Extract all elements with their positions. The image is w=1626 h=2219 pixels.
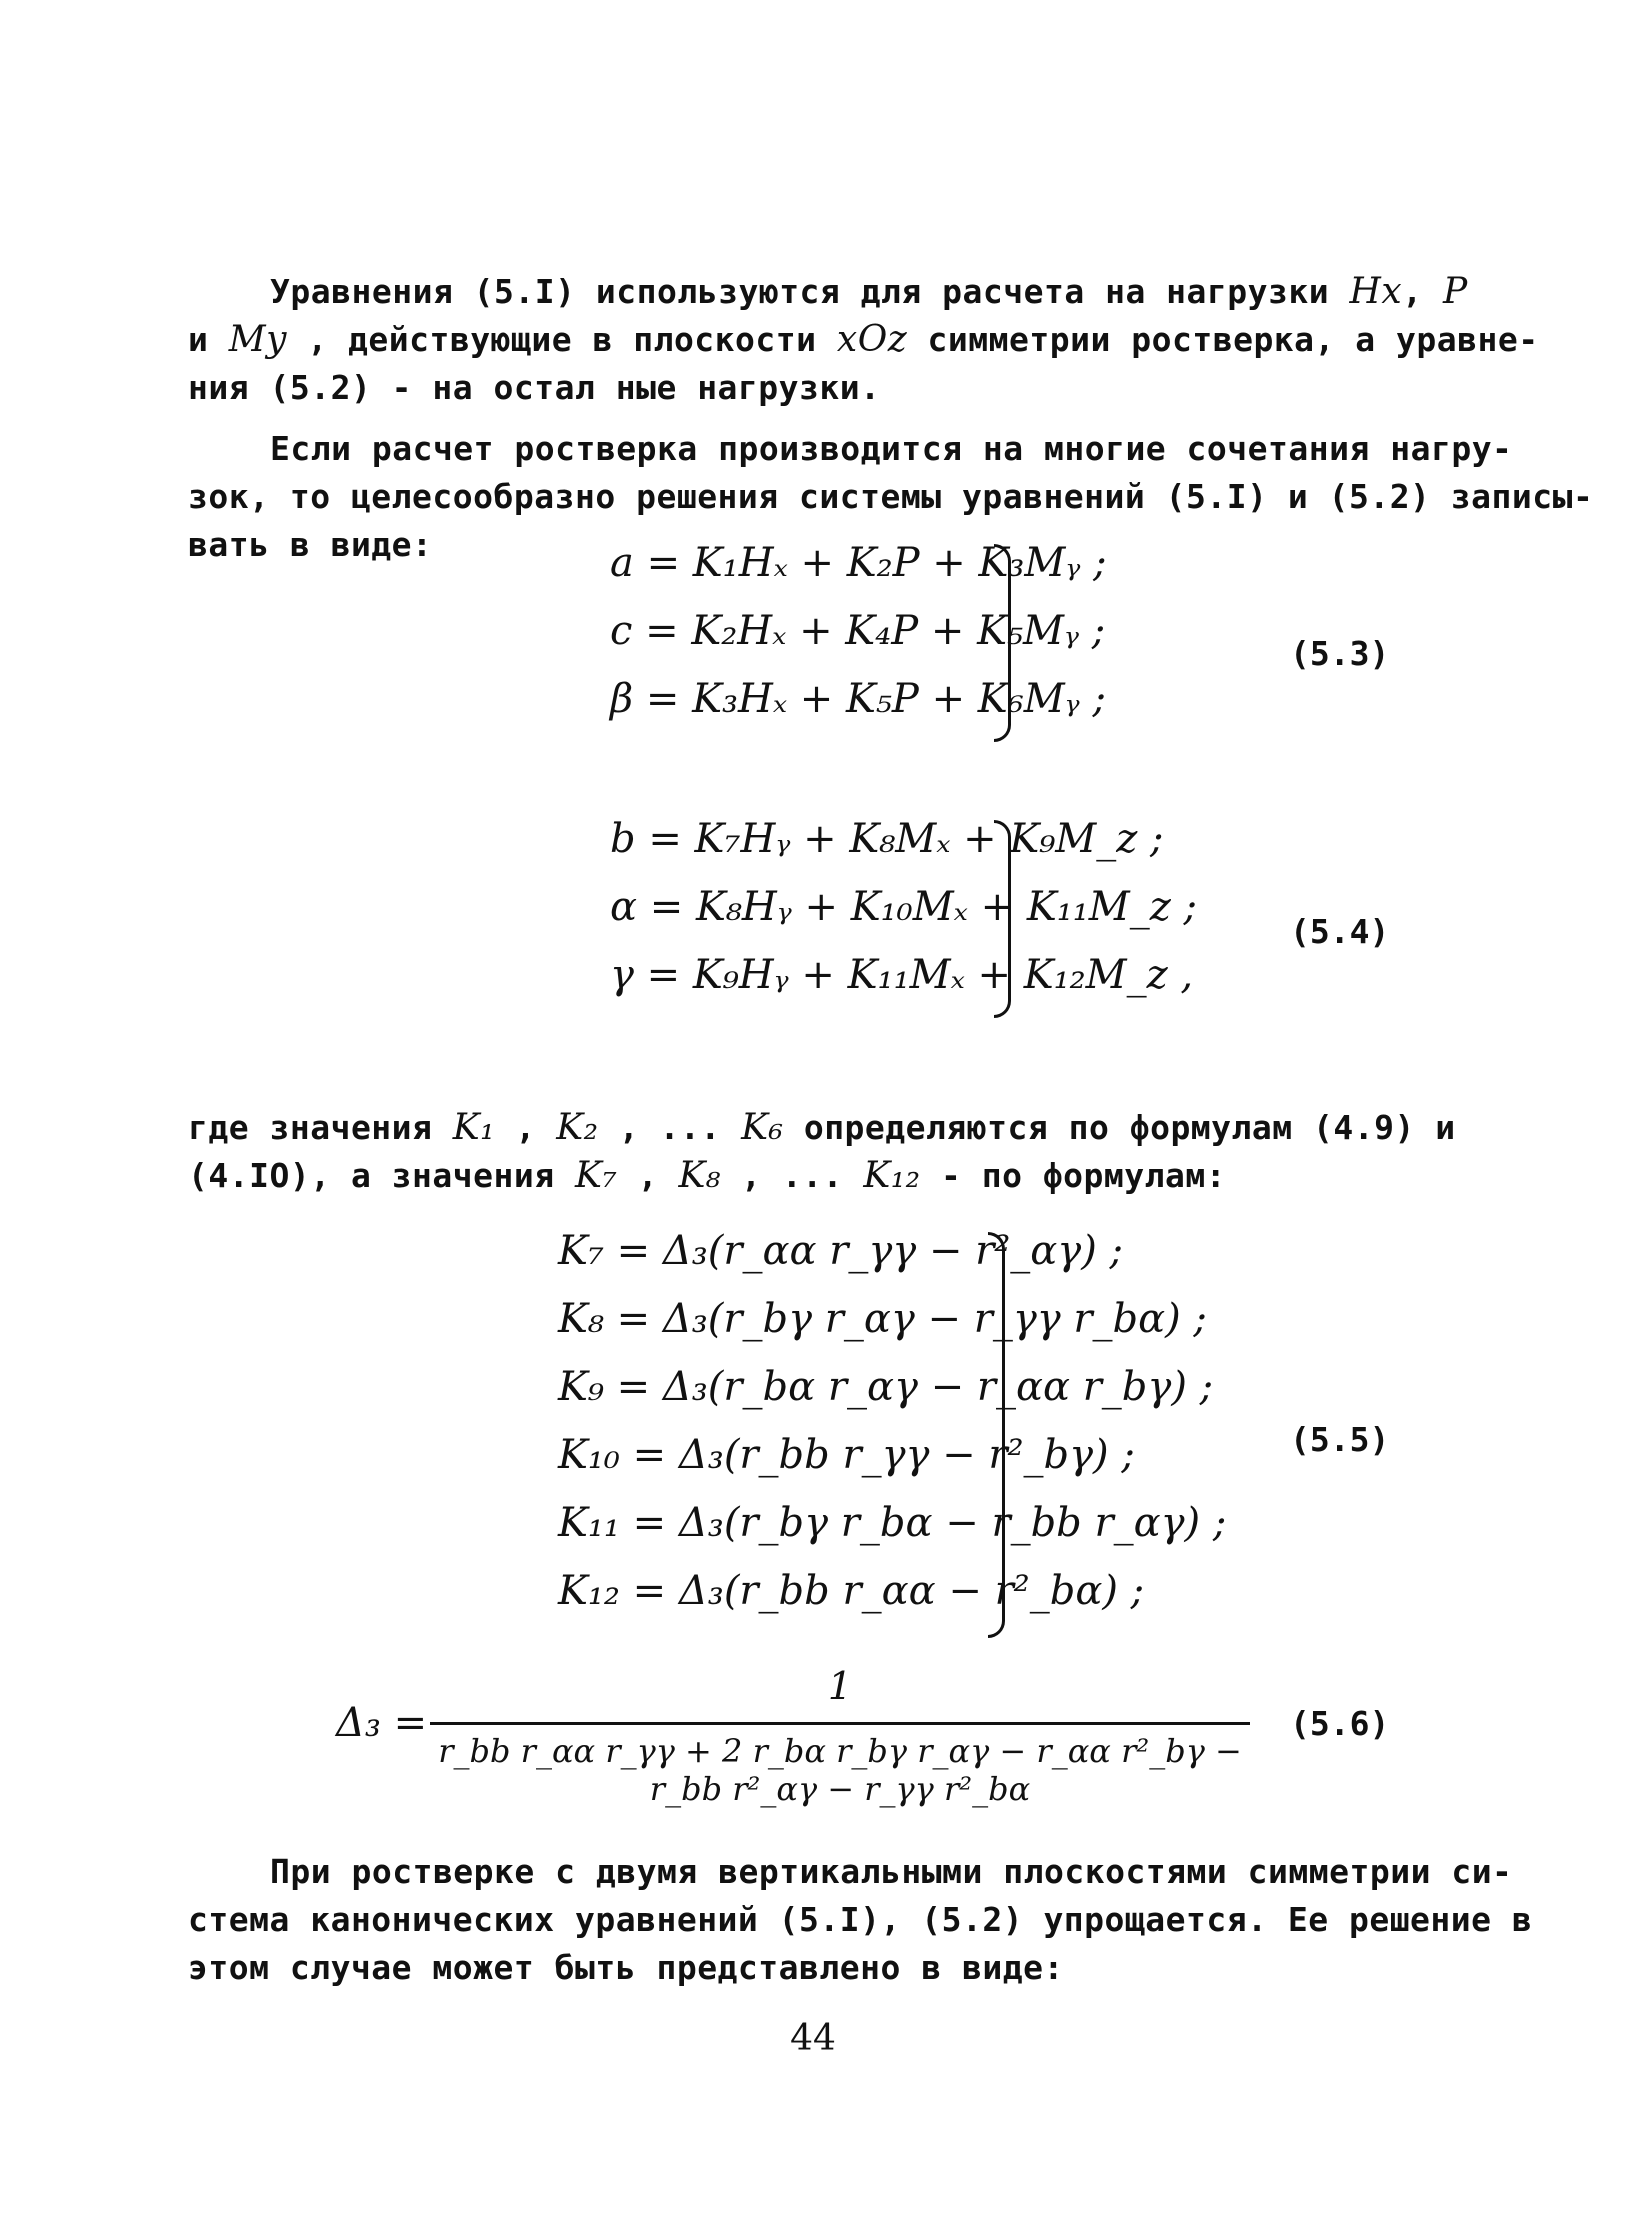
symbol-k7: K₇ [575, 1155, 618, 1196]
symbol-my: My [228, 319, 287, 360]
symbol-hx: Hx [1349, 271, 1403, 312]
equation-line: b = K₇Hᵧ + K₈Mₓ + K₉M_z ; [610, 816, 1164, 862]
equation-line: α = K₈Hᵧ + K₁₀Mₓ + K₁₁M_z ; [610, 884, 1197, 930]
paragraph-coefficients [188, 1104, 1456, 1200]
symbol-k2: K₂ [556, 1107, 599, 1148]
symbol-k6: K₆ [741, 1107, 784, 1148]
symbol-xoz: xOz [836, 319, 908, 360]
equation-line: c = K₂Hₓ + K₄P + K₅Mᵧ ; [610, 608, 1106, 654]
paragraph-line: ния (5.2) - на остал ные нагрузки. [188, 368, 881, 407]
symbol-k8: K₈ [678, 1155, 721, 1196]
paragraph-line: вать в виде: [188, 525, 433, 564]
right-brace [994, 820, 1011, 1018]
fraction-denominator: r_bb r_αα r_γγ + 2 r_bα r_bγ r_αγ − r_αα r²_bγ − r_bb r²_αγ − r_γγ r²_bα [438, 1732, 1242, 1808]
paragraph-line: этом случае может быть представлено в виде: [188, 1948, 1064, 1987]
symbol-k12: K₁₂ [863, 1155, 921, 1196]
equation-number: (5.4) [1290, 912, 1390, 951]
paragraph-line: где значения K₁ , K₂ , ... K₆ определяются по формулам (4.9) и [188, 1107, 1456, 1148]
equation-number: (5.5) [1290, 1420, 1390, 1459]
equation-line: K₈ = Δ₃(r_bγ r_αγ − r_γγ r_bα) ; [558, 1296, 1207, 1342]
paragraph-loads [188, 268, 1539, 412]
right-brace [994, 544, 1011, 742]
paragraph-line: (4.IO), а значения K₇ , K₈ , ... K₁₂ - по формулам: [188, 1155, 1227, 1196]
paragraph-line: Уравнения (5.I) используются для расчета на нагрузки Hx, P [270, 271, 1468, 312]
equation-line: K₇ = Δ₃(r_αα r_γγ − r²_αγ) ; [558, 1228, 1123, 1274]
fraction-numerator: 1 [827, 1664, 853, 1708]
symbol-p: P [1442, 271, 1468, 312]
symbol-k1: K₁ [452, 1107, 496, 1148]
equation-line: K₉ = Δ₃(r_bα r_αγ − r_αα r_bγ) ; [558, 1364, 1214, 1410]
equation-number: (5.3) [1290, 634, 1390, 673]
fraction-bar [430, 1722, 1250, 1725]
right-brace [988, 1232, 1005, 1638]
equation-line: K₁₁ = Δ₃(r_bγ r_bα − r_bb r_αγ) ; [558, 1500, 1227, 1546]
paragraph-symmetric-case [188, 1848, 1533, 1992]
page-number: 44 [790, 2018, 836, 2059]
equation-line: γ = K₉Hᵧ + K₁₁Mₓ + K₁₂M_z , [610, 952, 1194, 998]
paragraph-line: Если расчет ростверка производится на многие сочетания нагру- [270, 429, 1513, 468]
equation-system-5-4 [610, 816, 1197, 1016]
equation-line: K₁₂ = Δ₃(r_bb r_αα − r²_bα) ; [558, 1568, 1145, 1614]
equation-line: a = K₁Hₓ + K₂P + K₃Mᵧ ; [610, 540, 1107, 586]
equation-line: β = K₃Hₓ + K₅P + K₆Mᵧ ; [610, 676, 1106, 722]
paragraph-line: При ростверке с двумя вертикальными плоскостями симметрии си- [270, 1852, 1513, 1891]
delta-lhs: Δ₃ = [336, 1700, 428, 1746]
equation-number: (5.6) [1290, 1704, 1390, 1743]
equation-system-5-5 [558, 1228, 1227, 1638]
paragraph-line: стема канонических уравнений (5.I), (5.2) упрощается. Ее решение в [188, 1900, 1533, 1939]
paragraph-line: зок, то целесообразно решения системы уравнений (5.I) и (5.2) записы- [188, 477, 1594, 516]
equation-line: K₁₀ = Δ₃(r_bb r_γγ − r²_bγ) ; [558, 1432, 1135, 1478]
equation-system-5-3 [610, 540, 1107, 740]
paragraph-line: и My , действующие в плоскости xOz симметрии ростверка, а уравне- [188, 319, 1539, 360]
